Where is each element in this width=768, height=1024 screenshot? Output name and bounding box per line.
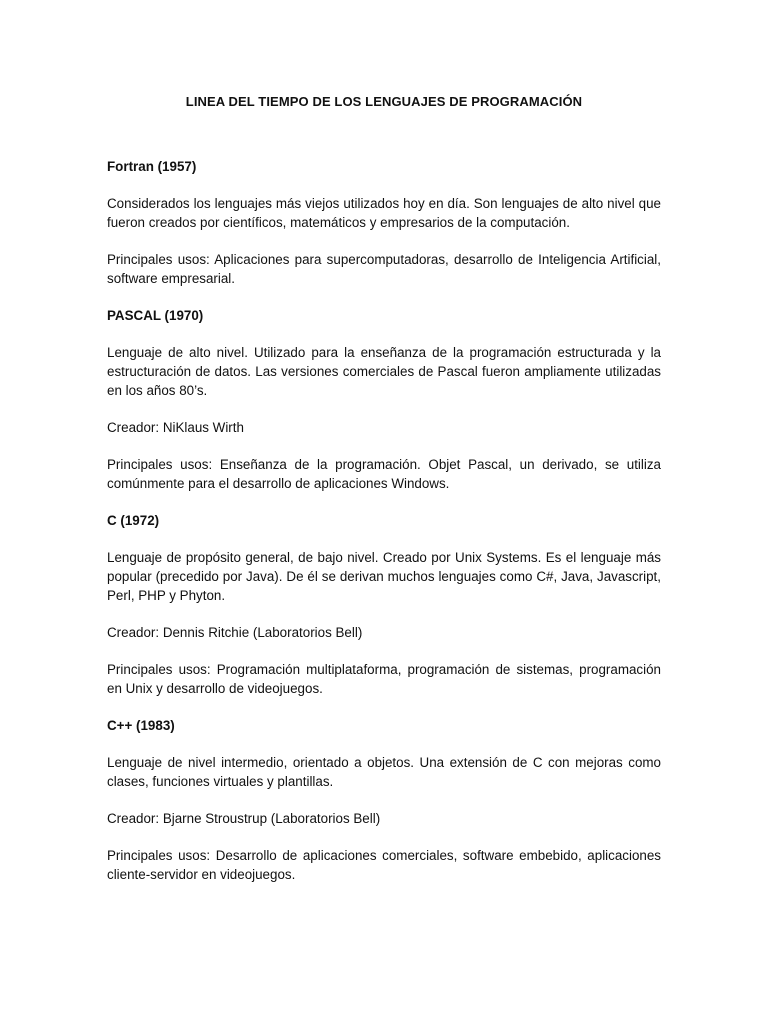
- section-paragraph: Creador: Dennis Ritchie (Laboratorios Bell): [107, 625, 363, 640]
- section-paragraph: Principales usos: Enseñanza de la programación. Objet Pascal, un derivado, se utiliza comúnmente para el desarrollo de aplicaciones Windows.: [107, 457, 661, 491]
- section-paragraph: Principales usos: Desarrollo de aplicaciones comerciales, software embebido, aplicaciones cliente-servidor en videojuegos.: [107, 848, 661, 882]
- section-heading: PASCAL (1970): [107, 308, 204, 323]
- section-pascal: [107, 306, 661, 493]
- section-paragraph: Lenguaje de propósito general, de bajo nivel. Creado por Unix Systems. Es el lenguaje más popular (precedido por Java). De él se derivan muchos lenguajes como C#, Java, Javascript, Perl, PHP y Phyton.: [107, 550, 661, 603]
- section-paragraph: Creador: Bjarne Stroustrup (Laboratorios Bell): [107, 811, 381, 826]
- section-paragraph: Principales usos: Aplicaciones para supercomputadoras, desarrollo de Inteligencia Artificial, software empresarial.: [107, 252, 661, 286]
- section-paragraph: Lenguaje de nivel intermedio, orientado a objetos. Una extensión de C con mejoras como clases, funciones virtuales y plantillas.: [107, 755, 661, 789]
- section-heading: Fortran (1957): [107, 159, 197, 174]
- section-paragraph: Lenguaje de alto nivel. Utilizado para la enseñanza de la programación estructurada y la estructuración de datos. Las versiones comerciales de Pascal fueron ampliamente utilizadas en los años 80’s.: [107, 345, 661, 398]
- section-paragraph: Considerados los lenguajes más viejos utilizados hoy en día. Son lenguajes de alto nivel que fueron creados por científicos, matemáticos y empresarios de la computación.: [107, 196, 661, 230]
- section-paragraph: Principales usos: Programación multiplataforma, programación de sistemas, programación en Unix y desarrollo de videojuegos.: [107, 662, 661, 696]
- document-body: [107, 92, 661, 902]
- section-c: [107, 511, 661, 698]
- section-heading: C++ (1983): [107, 718, 175, 733]
- document-title: LINEA DEL TIEMPO DE LOS LENGUAJES DE PROGRAMACIÓN: [185, 94, 583, 109]
- section-fortran: [107, 157, 661, 288]
- section-heading: C (1972): [107, 513, 160, 528]
- section-cpp: [107, 716, 661, 884]
- section-paragraph: Creador: NiKlaus Wirth: [107, 420, 244, 435]
